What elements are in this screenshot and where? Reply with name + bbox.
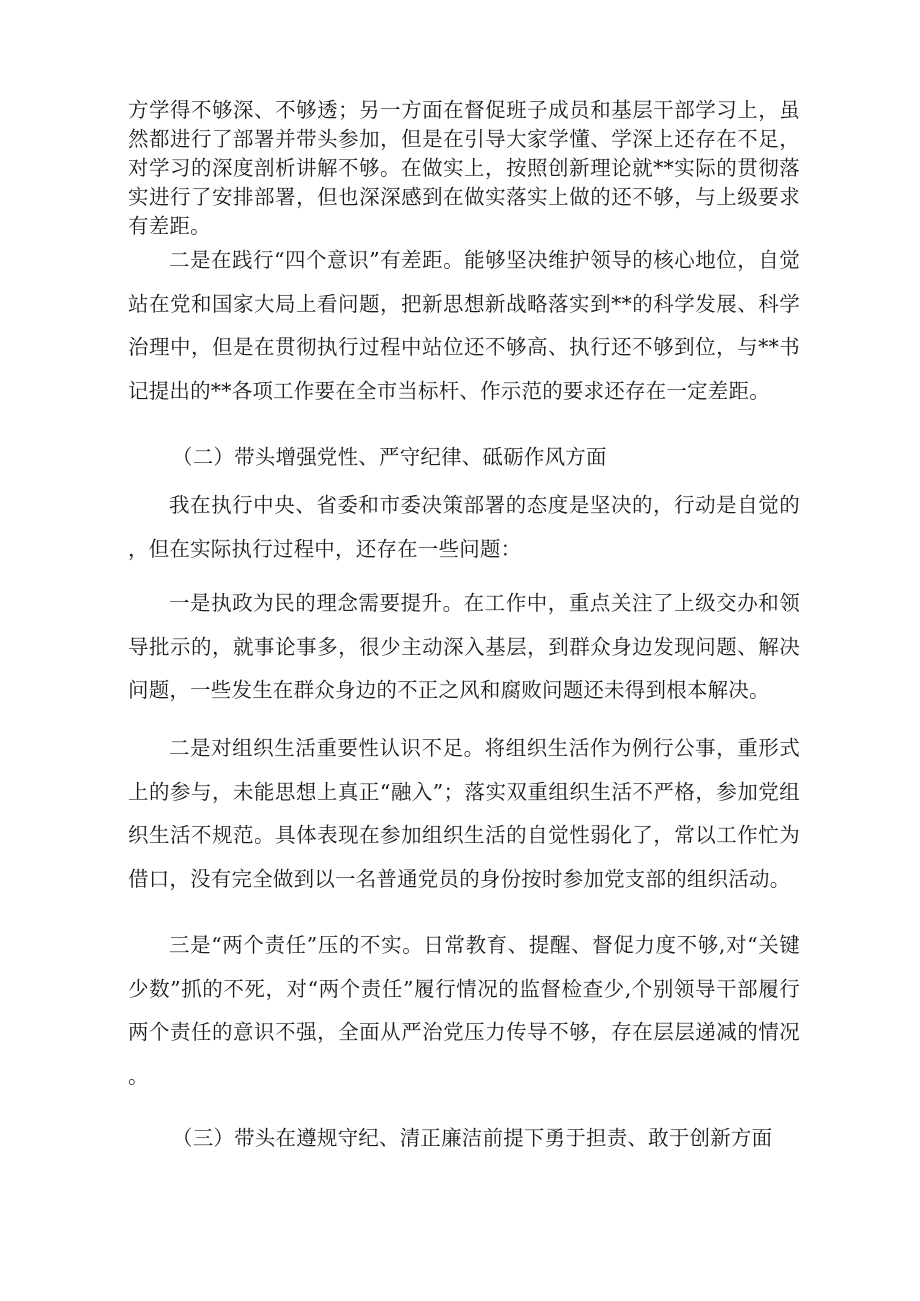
paragraph-two-responsibilities: 三是“两个责任”压的不实。日常教育、提醒、督促力度不够,对“关键少数”抓的不死，对“两个责任”履行情况的监督检查少,个别领导干部履行两个责任的意识不强，全面从严治党压力传导不够，存在层层递减的情况。 xyxy=(128,933,800,1088)
paragraph-continued-study: 方学得不够深、不够透；另一方面在督促班子成员和基层干部学习上，虽然都进行了部署并带头参加，但是在引导大家学懂、学深上还存在不足，对学习的深度剖析讲解不够。在做实上，按照创新理论就**实际的贯彻落实进行了安排部署，但也深深感到在做实落实上做的还不够，与上级要求有差距。 xyxy=(128,98,800,238)
paragraph-four-consciousness: 二是在践行“四个意识”有差距。能够坚决维护领导的核心地位，自觉站在党和国家大局上看问题，把新思想新战略落实到**的科学发展、科学治理中，但是在贯彻执行过程中站位还不够高、执行还不够到位，与**书记提出的**各项工作要在全市当标杆、作示范的要求还存在一定差距。 xyxy=(128,248,800,403)
paragraph-execution-attitude: 我在执行中央、省委和市委决策部署的态度是坚决的，行动是自觉的，但在实际执行过程中，还存在一些问题： xyxy=(128,493,800,561)
section-heading-3: （三）带头在遵规守纪、清正廉洁前提下勇于担责、敢于创新方面 xyxy=(172,1126,773,1150)
section-heading-2: （二）带头增强党性、严守纪律、砥砺作风方面 xyxy=(172,445,607,469)
paragraph-people-oriented: 一是执政为民的理念需要提升。在工作中，重点关注了上级交办和领导批示的，就事论事多，很少主动深入基层，到群众身边发现问题、解决问题，一些发生在群众身边的不正之风和腐败问题还未得到根本解决。 xyxy=(128,591,800,702)
paragraph-organization-life: 二是对组织生活重要性认识不足。将组织生活作为例行公事，重形式上的参与，未能思想上真正“融入”；落实双重组织生活不严格，参加党组织生活不规范。具体表现在参加组织生活的自觉性弱化了，常以工作忙为借口，没有完全做到以一名普通党员的身份按时参加党支部的组织活动。 xyxy=(128,736,800,891)
